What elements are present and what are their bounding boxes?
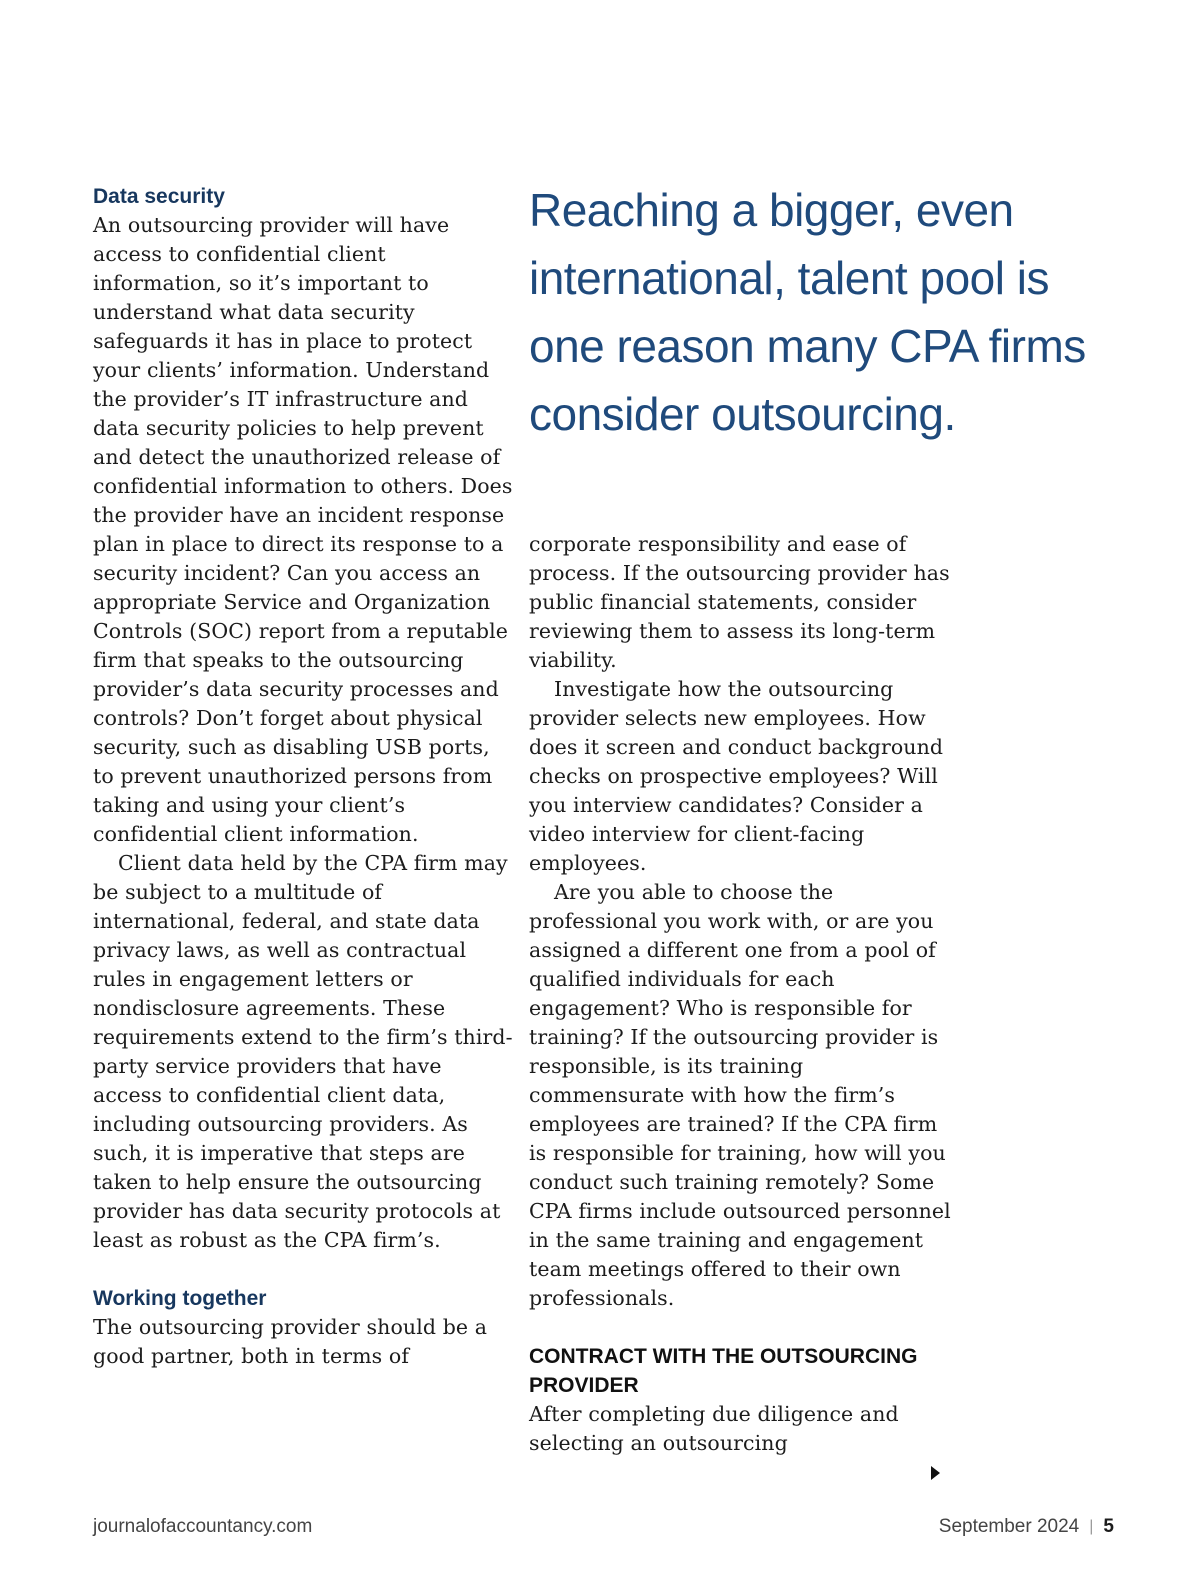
section-heading-data-security: Data security	[93, 185, 225, 208]
footer-issue-date: September 2024	[938, 1516, 1080, 1537]
body-paragraph: The outsourcing provider should be a good partner, both in terms of	[93, 1315, 488, 1368]
section-heading-contract: CONTRACT WITH THE OUTSOURCING PROVIDER	[529, 1345, 918, 1397]
footer-website: journalofaccountancy.com	[93, 1516, 313, 1537]
paragraph-gap	[529, 1313, 959, 1342]
pull-quote: Reaching a bigger, even international, talent pool is one reason many CPA firms consider outsourcing.	[529, 184, 1086, 440]
body-paragraph: Are you able to choose the professional you work with, or are you assigned a different one from a pool of qualified individuals for each engagement? Who is responsible for training? If the outsourcing provider is responsible, is its training commensurate with how the firm’s employees are trained? If the CPA firm is responsible for training, how will you conduct such training remotely? Some CPA firms include outsourced personnel in the same training and engagement team meetings offered to their own professionals.	[529, 880, 951, 1310]
body-paragraph: After completing due diligence and selecting an outsourcing	[529, 1402, 899, 1455]
body-paragraph: Investigate how the outsourcing provider selects new employees. How does it screen and conduct background checks on prospective employees? Will you interview candidates? Consider a video interview for client-facing employees.	[529, 677, 944, 875]
body-paragraph: corporate responsibility and ease of process. If the outsourcing provider has public financial statements, consider reviewing them to assess its long-term viability.	[529, 532, 950, 672]
right-column	[529, 530, 959, 1458]
continue-arrow-icon	[931, 1466, 940, 1480]
body-paragraph: An outsourcing provider will have access to confidential client information, so it’s important to understand what data security safeguards it has in place to protect your clients’ information. Understand the provider’s IT infrastructure and data security policies to help prevent and detect the unauthorized release of confidential information to others. Does the provider have an incident response plan in place to direct its response to a security incident? Can you access an appropriate Service and Organization Controls (SOC) report from a reputable firm that speaks to the outsourcing provider’s data security processes and controls? Don’t forget about physical security, such as disabling USB ports, to prevent unauthorized persons from taking and using your client’s confidential client information.	[93, 213, 513, 846]
page-number: 5	[1103, 1516, 1114, 1537]
footer-separator: |	[1089, 1518, 1094, 1535]
paragraph-gap	[93, 1255, 513, 1284]
footer-page-info	[939, 1516, 1114, 1538]
section-heading-working-together: Working together	[93, 1287, 267, 1310]
body-paragraph: Client data held by the CPA firm may be subject to a multitude of international, federal, and state data privacy laws, as well as contractual rules in engagement letters or nondisclosure agreements. These requirements extend to the firm’s third-party service providers that have access to confidential client data, including outsourcing providers. As such, it is imperative that steps are taken to help ensure the outsourcing provider has data security protocols at least as robust as the CPA firm’s.	[93, 851, 513, 1252]
left-column	[93, 182, 513, 1371]
